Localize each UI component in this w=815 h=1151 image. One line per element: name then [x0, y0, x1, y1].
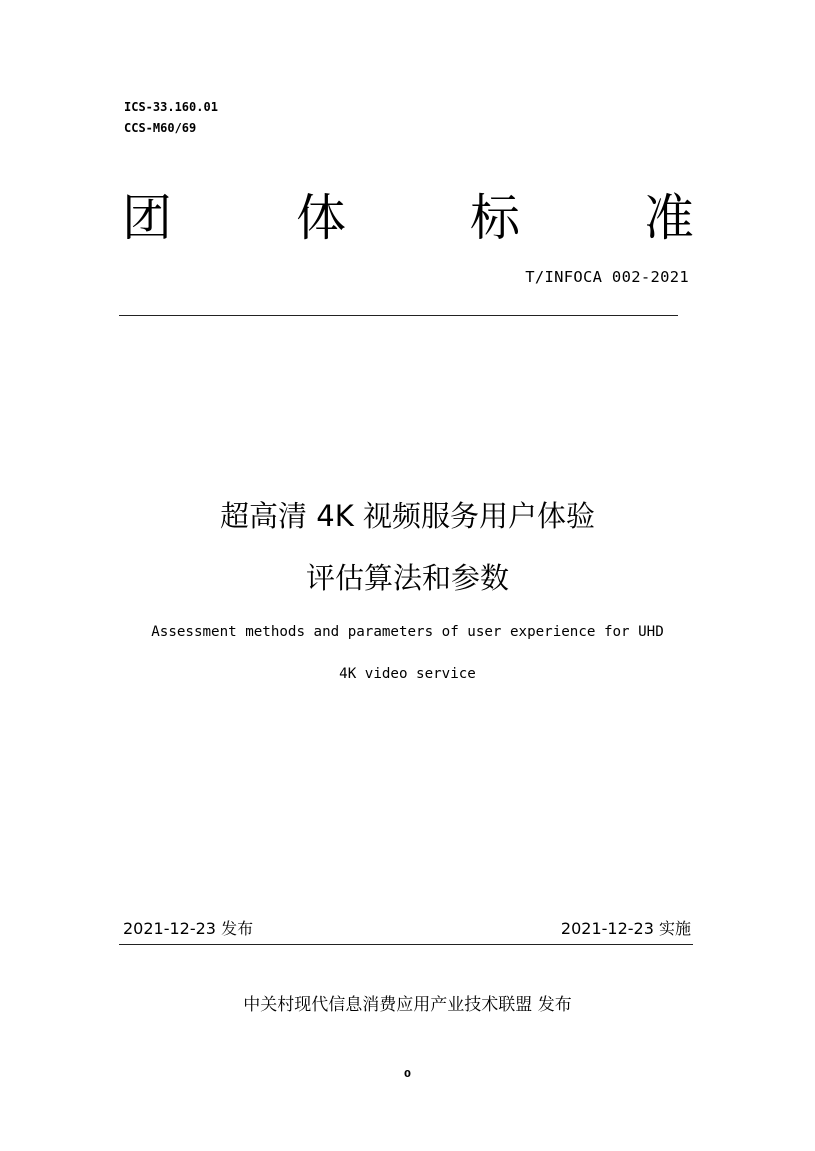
- ccs-code: CCS-M60/69: [124, 121, 197, 135]
- standard-number: T/INFOCA 002-2021: [525, 268, 689, 286]
- ics-code: ICS-33.160.01: [124, 100, 218, 114]
- title-en-line-1: Assessment methods and parameters of user experience for UHD: [151, 624, 664, 640]
- top-divider: [119, 315, 678, 316]
- standard-type-char: 团: [122, 189, 172, 247]
- publish-date: 2021-12-23 发布: [123, 919, 254, 938]
- title-cn-line-1: 超高清 4K 视频服务用户体验: [220, 499, 595, 533]
- standard-type-char: 体: [296, 189, 346, 247]
- standard-type-char: 准: [644, 189, 694, 247]
- standard-type-char: 标: [470, 189, 520, 247]
- bottom-divider: [119, 944, 693, 945]
- title-cn-line-2: 评估算法和参数: [305, 561, 509, 595]
- title-en-line-2: 4K video service: [339, 666, 476, 682]
- publisher-line: 中关村现代信息消费应用产业技术联盟 发布: [243, 995, 572, 1015]
- page-number: 0: [404, 1069, 411, 1080]
- implement-date: 2021-12-23 实施: [560, 919, 691, 938]
- standard-type-heading: [122, 183, 694, 253]
